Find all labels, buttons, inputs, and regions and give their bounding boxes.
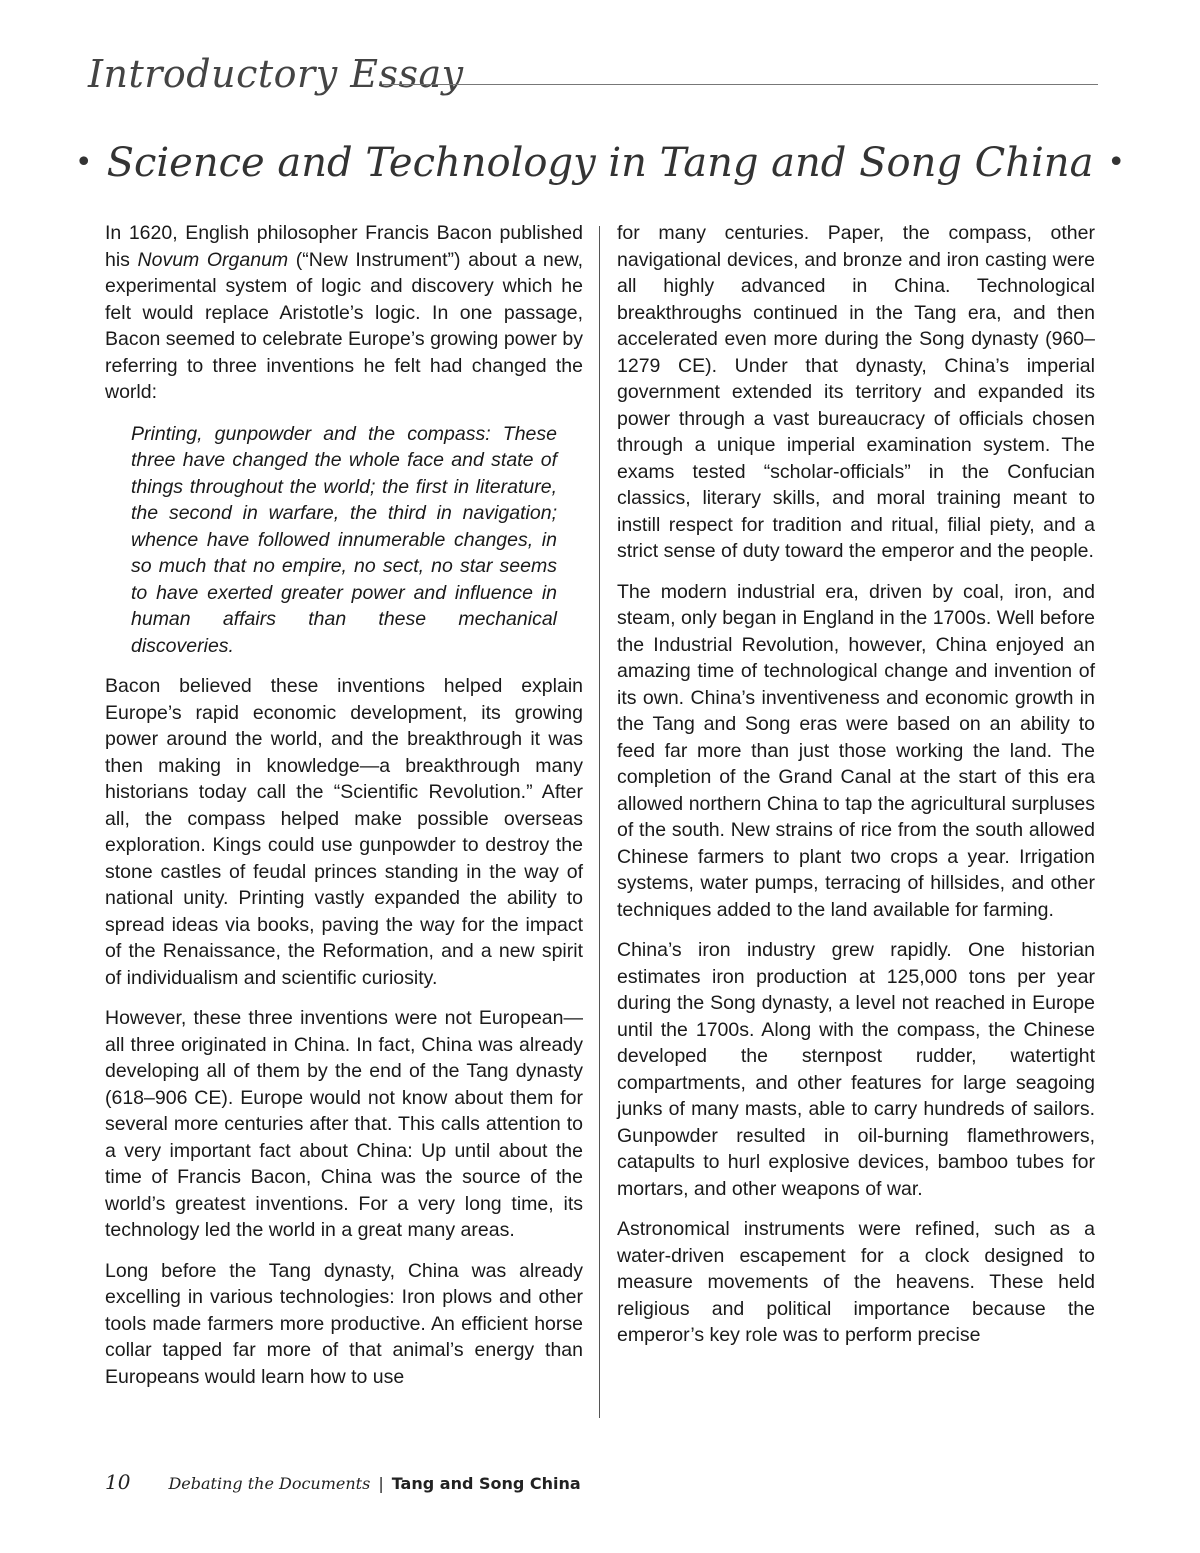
paragraph-intro: [105, 220, 583, 406]
paragraph: Astronomical instruments were refined, such as a water-driven escapement for a clock designed to measure movements of the heavens. These held religious and political importance because the emperor’s key role was to perform precise: [617, 1218, 1095, 1346]
paragraph: China’s iron industry grew rapidly. One historian estimates iron production at 125,000 tons per year during the Song dynasty, a level not reached in Europe until the 1700s. Along with the compass, the Chinese developed the sternpost rudder, watertight compartments, and other features for large seagoing junks of many masts, able to carry hundreds of sailors. Gunpowder resulted in oil-burning flamethrowers, catapults to hurl explosive devices, bamboo tubes for mortars, and other weapons of war.: [617, 939, 1095, 1200]
intro-text-start: In 1620, English philosopher Francis Bacon published his Novum Organum (“New Instrument”) about a new, experimental system of logic and discovery which he felt would replace Aristotle’s logic. In one passage, Bacon seemed to celebrate Europe’s growing power by referring to three inventions he felt had changed the world:: [105, 222, 584, 403]
header-rule: [383, 84, 1098, 85]
title-bullet-left: •: [74, 145, 93, 180]
paragraph: Bacon believed these inventions helped explain Europe’s rapid economic development, its growing power around the world, and the breakthrough it was then making in knowledge—a breakthrough many historians today call the “Scientific Revolution.” After all, the compass helped make possible overseas exploration. Kings could use gunpowder to destroy the stone castles of feudal princes standing in the way of national unity. Printing vastly expanded the ability to spread ideas via books, paving the way for the impact of the Renaissance, the Reformation, and a new spirit of individualism and scientific curiosity.: [105, 675, 583, 989]
title-bullet-right: •: [1107, 145, 1126, 180]
section-title: Introductory Essay: [88, 52, 464, 96]
section-header: [88, 52, 1098, 112]
right-column: [617, 220, 1095, 1363]
paragraph: Long before the Tang dynasty, China was already excelling in various technologies: Iron plows and other tools made farmers more productive. An efficient horse collar tapped far more of that animal’s energy than Europeans would learn how to use: [105, 1259, 583, 1388]
paragraph: However, these three inventions were not European—all three originated in China. In fact, China was already developing all of them by the end of the Tang dynasty (618–906 CE). Europe would not know about them for several more centuries after that. This calls attention to a very important fact about China: Up until about the time of Francis Bacon, China was the source of the world’s greatest inventions. For a very long time, its technology led the world in a great many areas.: [105, 1007, 583, 1241]
bacon-quote: Printing, gunpowder and the compass: These three have changed the whole face and state of things throughout the world; the first in literature, the second in warfare, the third in navigation; whence have followed innumerable changes, in so much that no empire, no sect, no star seems to have exerted greater power and influence in human affairs than these mechanical discoveries.: [131, 422, 557, 657]
book-series: Debating the Documents: [168, 1474, 371, 1493]
left-column: [105, 220, 583, 1404]
paragraph: The modern industrial era, driven by coal, iron, and steam, only began in England in the 1700s. Well before the Industrial Revolution, however, China enjoyed an amazing time of technological change and invention of its own. China’s inventiveness and economic growth in the Tang and Song eras were based on an ability to feed far more than just those working the land. The completion of the Grand Canal at the start of this era allowed northern China to tap the agricultural surpluses of the south. New strains of rice from the south allowed Chinese farmers to plant two crops a year. Irrigation systems, water pumps, terracing of hillsides, and other techniques added to the land available for farming.: [617, 580, 1095, 921]
book-title-novum-organum: Novum Organum: [137, 248, 289, 271]
column-divider: [599, 226, 600, 1418]
essay-title-row: [0, 140, 1200, 186]
book-volume: Tang and Song China: [391, 1474, 581, 1493]
page-number: 10: [105, 1470, 131, 1494]
essay-title: Science and Technology in Tang and Song China: [106, 140, 1094, 186]
footer-separator: |: [378, 1474, 384, 1493]
paragraph: for many centuries. Paper, the compass, other navigational devices, and bronze and iron casting were all highly advanced in China. Technological breakthroughs continued in the Tang era, and then accelerated even more during the Song dynasty (960–1279 CE). Under that dynasty, China’s imperial government extended its territory and expanded its power through a vast bureaucracy of officials chosen through a unique imperial examination system. The exams tested “scholar-officials” in the Confucian classics, literary skills, and moral training meant to instill respect for tradition and ritual, filial piety, and a strict sense of duty toward the emperor and the people.: [617, 222, 1095, 562]
page-footer: [105, 1470, 581, 1494]
